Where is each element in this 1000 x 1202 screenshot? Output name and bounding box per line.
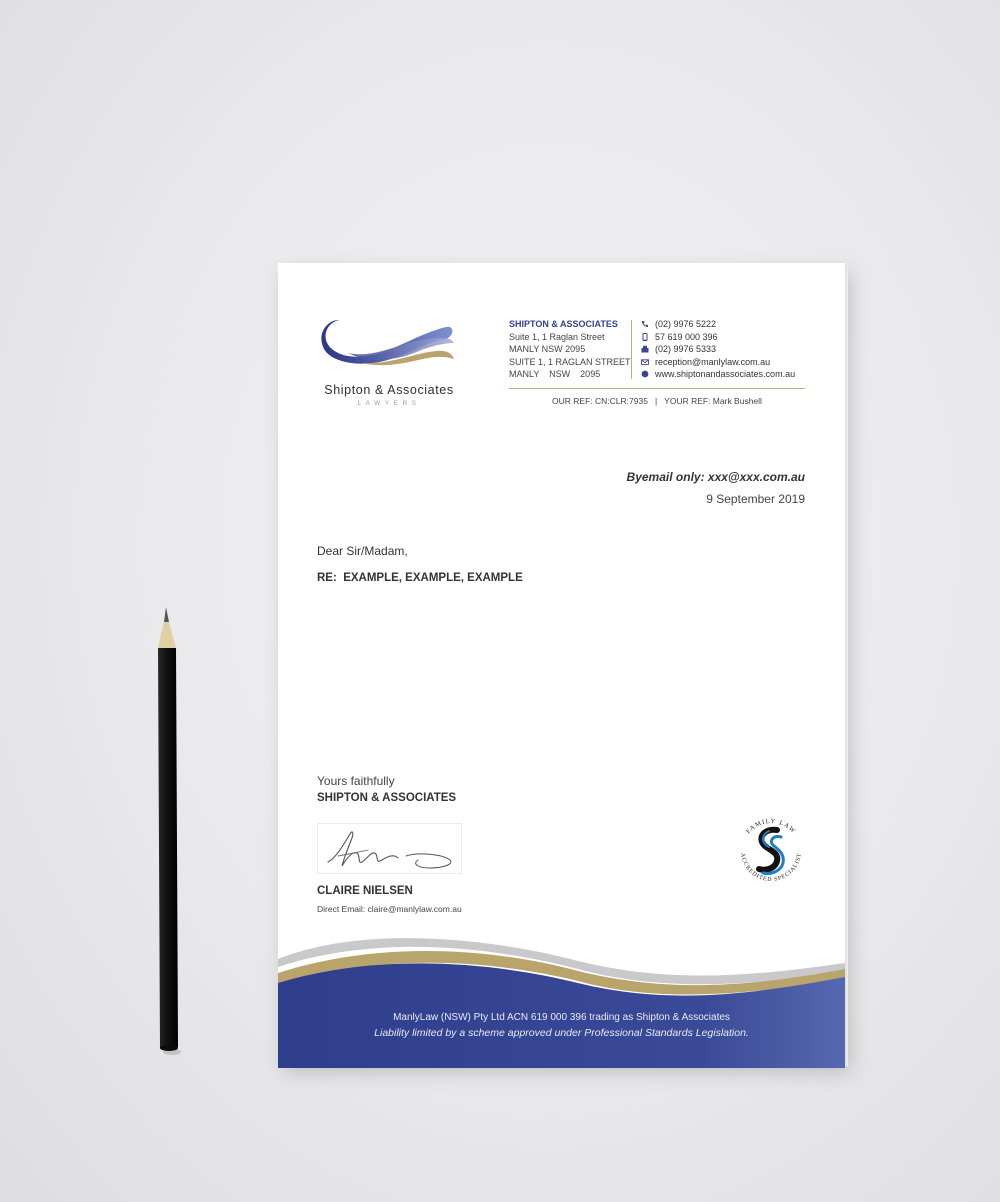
logo-wordmark: Shipton & Associates bbox=[324, 383, 454, 397]
website-link[interactable]: www.shiptonandassociates.com.au bbox=[655, 369, 796, 379]
address-line: MANLY NSW 2095 bbox=[509, 344, 586, 354]
address-line: SUITE 1, 1 RAGLAN STREET bbox=[509, 356, 631, 367]
mobile-number[interactable]: 57 619 000 396 bbox=[655, 331, 718, 342]
phone-icon bbox=[641, 320, 649, 328]
fax-icon bbox=[641, 345, 649, 353]
seal-text-bottom: ACCREDITED SPECIALIST bbox=[738, 852, 803, 884]
contact-block bbox=[641, 318, 795, 381]
address-line: MANLY NSW 2095 bbox=[509, 369, 601, 379]
phone-number[interactable]: (02) 9976 5222 bbox=[655, 319, 717, 329]
globe-icon bbox=[641, 370, 649, 378]
signatory-name: CLAIRE NIELSEN bbox=[317, 885, 413, 897]
envelope-icon bbox=[641, 358, 649, 366]
seal-text-top: FAMILY LAW bbox=[744, 817, 798, 836]
reference-line: OUR REF: CN:CLR:7935 | YOUR REF: Mark Bushell bbox=[552, 396, 762, 406]
footer-wave bbox=[278, 933, 845, 1068]
closing: Yours faithfully bbox=[317, 774, 395, 788]
signatory-email: Direct Email: claire@manlylaw.com.au bbox=[317, 904, 462, 914]
fax-number[interactable]: (02) 9976 5333 bbox=[655, 344, 717, 354]
footer-company-line: ManlyLaw (NSW) Pty Ltd ACN 619 000 396 trading as Shipton & Associates bbox=[393, 1012, 730, 1023]
contact-mobile bbox=[641, 331, 795, 344]
salutation: Dear Sir/Madam, bbox=[317, 544, 408, 558]
wave-logo-icon bbox=[318, 313, 458, 369]
contact-website bbox=[641, 368, 795, 381]
address-block bbox=[509, 318, 631, 381]
reference-divider bbox=[509, 388, 805, 389]
contact-phone bbox=[641, 318, 795, 331]
address-line: Suite 1, 1 Raglan Street bbox=[509, 331, 605, 342]
firm-name: SHIPTON & ASSOCIATES bbox=[509, 319, 618, 329]
logo-subtitle: LAWYERS bbox=[357, 400, 421, 407]
letterhead-page bbox=[278, 263, 845, 1068]
footer-liability-line: Liability limited by a scheme approved under Professional Standards Legislation. bbox=[374, 1027, 749, 1039]
family-law-seal-icon bbox=[733, 813, 809, 889]
mobile-icon bbox=[641, 333, 649, 341]
email-address[interactable]: reception@manlylaw.com.au bbox=[655, 356, 771, 367]
letter-date: 9 September 2019 bbox=[706, 492, 805, 506]
subject-line: RE: EXAMPLE, EXAMPLE, EXAMPLE bbox=[317, 572, 523, 584]
contact-email bbox=[641, 356, 795, 369]
header-divider bbox=[631, 320, 632, 379]
delivery-method: Byemail only: xxx@xxx.com.au bbox=[626, 470, 805, 484]
handwritten-signature bbox=[318, 824, 461, 873]
paper-stack-edge bbox=[845, 266, 848, 1066]
contact-fax bbox=[641, 343, 795, 356]
signature-box bbox=[317, 823, 462, 874]
closing-firm: SHIPTON & ASSOCIATES bbox=[317, 792, 457, 804]
